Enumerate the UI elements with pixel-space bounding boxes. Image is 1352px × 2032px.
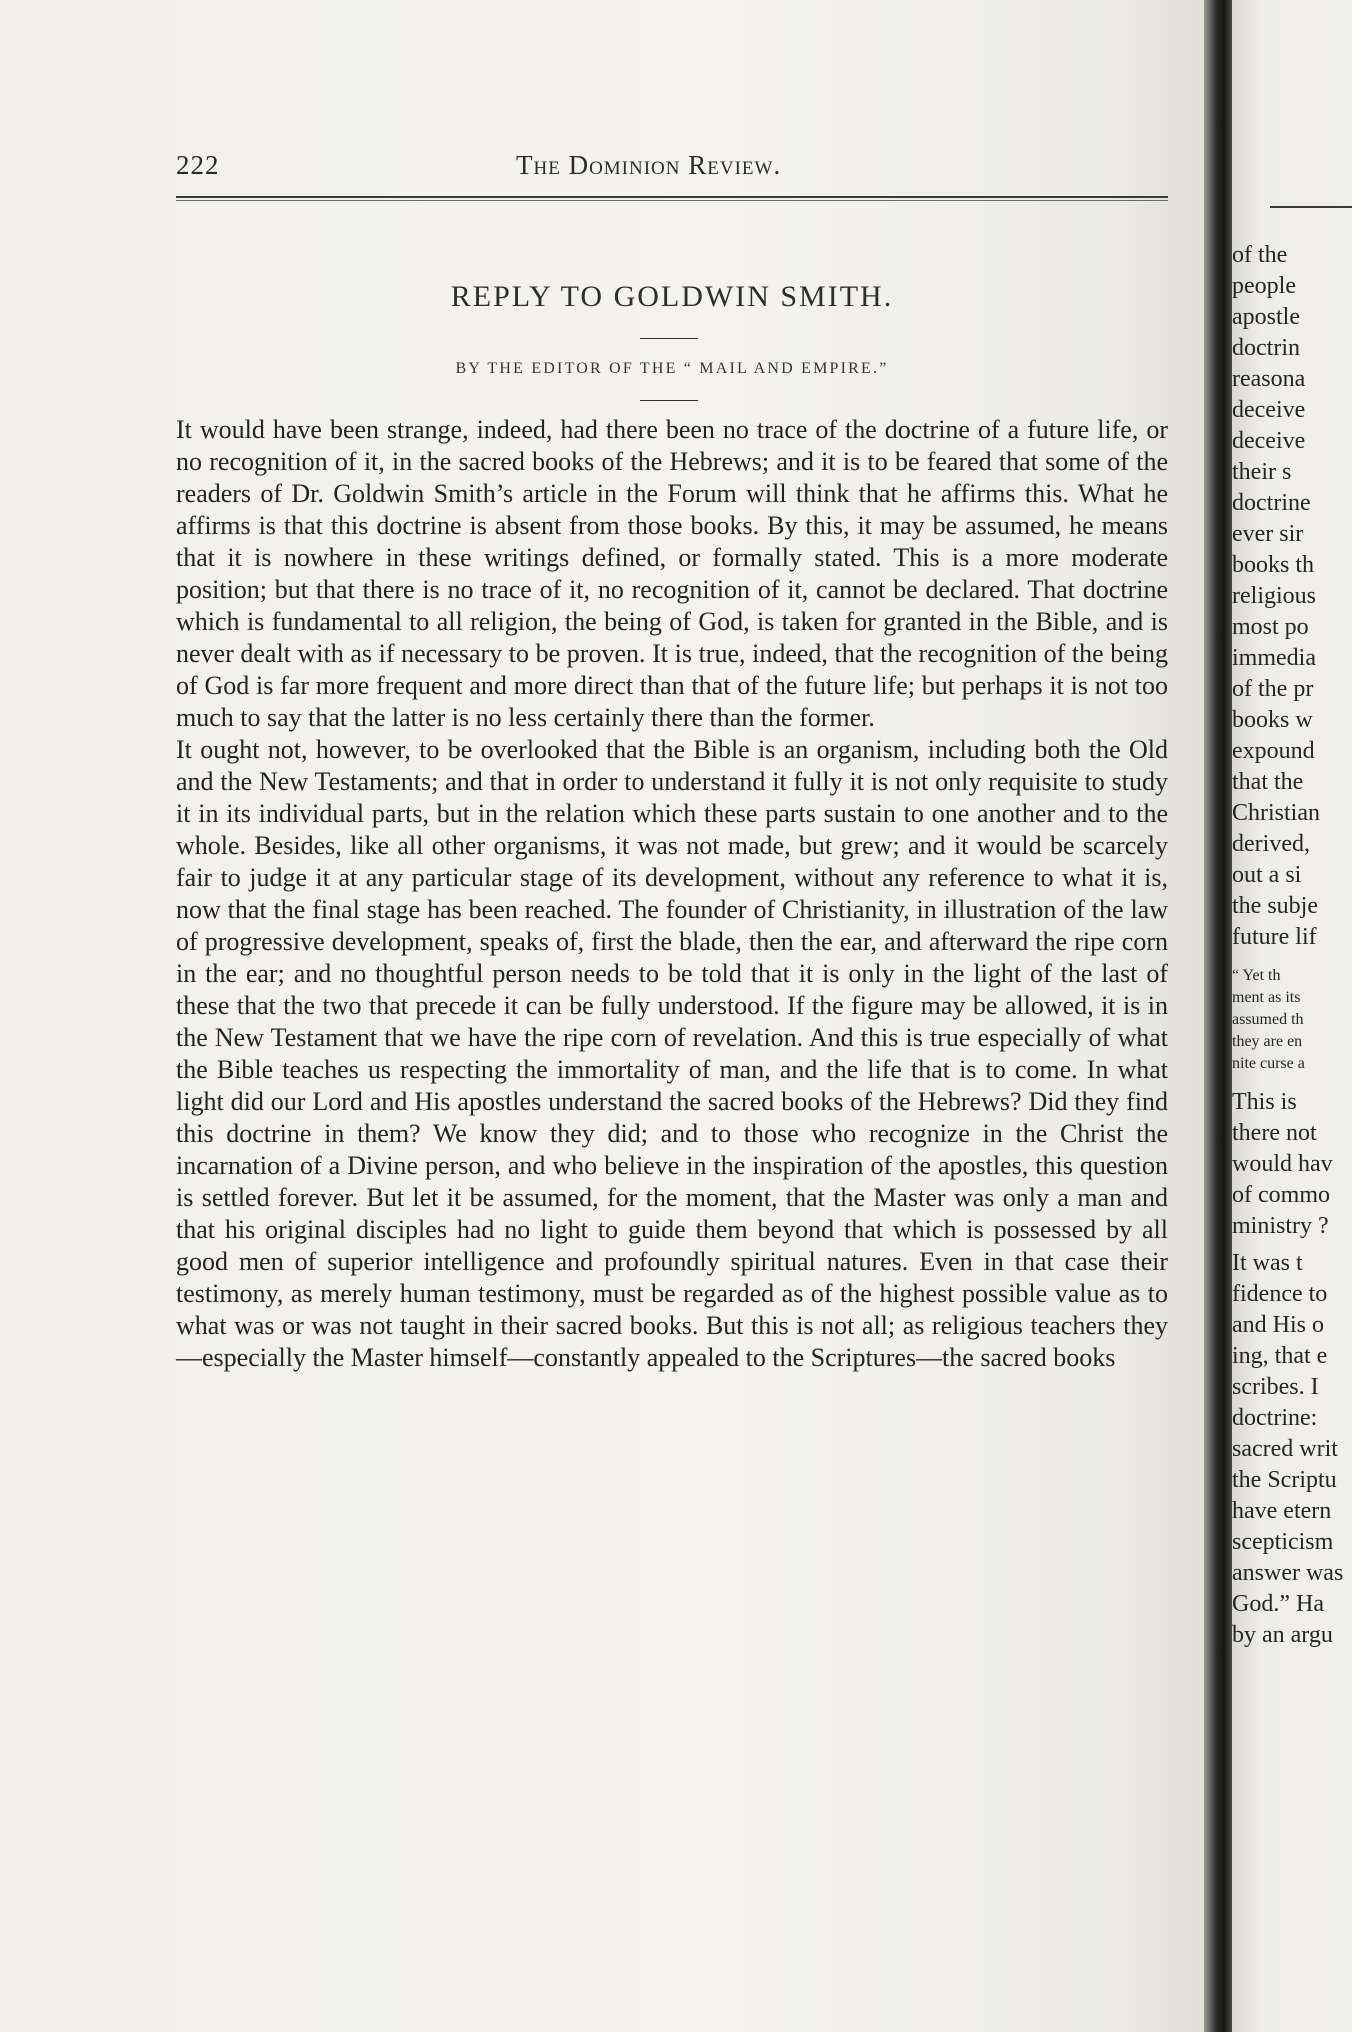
right-page-line: scepticism [1232, 1529, 1334, 1555]
right-page-line: fidence to [1232, 1281, 1328, 1307]
right-page-line: doctrine: [1232, 1405, 1318, 1431]
right-page-line: Christian [1232, 800, 1320, 826]
right-page-line: the Scriptu [1232, 1467, 1337, 1493]
right-page-line: derived, [1232, 831, 1310, 857]
right-page-line: there not [1232, 1120, 1317, 1146]
right-page-line: doctrine [1232, 490, 1311, 516]
right-page-line: ing, that e [1232, 1343, 1328, 1369]
header-rule-thin [176, 200, 1168, 201]
right-page-line: assumed th [1232, 1011, 1304, 1028]
right-page-line: This is [1232, 1089, 1297, 1115]
right-page-line: the subje [1232, 893, 1318, 919]
right-page-line: out a si [1232, 862, 1302, 888]
article-byline: BY THE EDITOR OF THE “ MAIL AND EMPIRE.” [455, 360, 889, 377]
paragraph-1: It would have been strange, indeed, had there been no trace of the doctrine of a future life, or no recognition of it, in the sacred books of the Hebrews; and it is to be feared that some of the readers of Dr. Goldwin Smith’s article in the Forum will think that he affirms this. What he affirms is that this doctrine is absent from those books. By this, it may be assumed, he means that it is nowhere in these writings defined, or formally stated. This is a more moderate position; but that there is no trace of it, no recognition of it, cannot be declared. That doctrine which is fundamental to all religion, the being of God, is taken for granted in the Bible, and is never dealt with as if necessary to be proven. It is true, indeed, that the recognition of the being of God is far more frequent and more direct than that of the future life; but perhaps it is not too much to say that the latter is no less certainly there than the former. [176, 415, 1168, 732]
running-title: The Dominion Review. [516, 150, 782, 180]
right-page-line: nite curse a [1232, 1055, 1305, 1072]
right-page-line: would hav [1232, 1151, 1333, 1177]
right-page-line: and His o [1232, 1312, 1324, 1338]
article-title: REPLY TO GOLDWIN SMITH. [450, 280, 894, 313]
right-page-line: religious [1232, 583, 1316, 609]
right-page-line: books th [1232, 552, 1315, 578]
right-page-line: most po [1232, 614, 1309, 640]
right-page-line: ministry ? [1232, 1213, 1329, 1239]
right-page-line: by an argu [1232, 1622, 1333, 1648]
right-page-line: ment as its [1232, 989, 1301, 1006]
right-page-line: of the [1232, 242, 1288, 268]
right-page-line: of the pr [1232, 676, 1314, 702]
right-page-line: scribes. I [1232, 1374, 1319, 1400]
right-page-line: answer was [1232, 1560, 1344, 1586]
right-page-line: deceive [1232, 428, 1306, 454]
right-page-line: immedia [1232, 645, 1316, 671]
title-divider [640, 338, 698, 339]
right-page-line: “ Yet th [1232, 967, 1281, 984]
running-header [176, 150, 1166, 190]
right-page-line: their s [1232, 459, 1292, 485]
right-page-text [1232, 240, 1352, 1651]
right-page-line: God.” Ha [1232, 1591, 1324, 1617]
byline-divider [640, 400, 698, 401]
right-page-fragment [1232, 0, 1352, 2032]
right-page-line: of commo [1232, 1182, 1330, 1208]
right-page-line: they are en [1232, 1033, 1303, 1050]
right-page-line: sacred writ [1232, 1436, 1338, 1462]
right-page-line: people [1232, 273, 1296, 299]
right-page-line: deceive [1232, 397, 1306, 423]
article-body [176, 414, 1168, 1374]
right-page-line: expound [1232, 738, 1315, 764]
paragraph-2: It ought not, however, to be overlooked that the Bible is an organism, including both the Old and the New Testaments; and that in order to understand it fully it is not only requisite to study it in its individual parts, but in the relation which these parts sustain to one another and to the whole. Besides, like all other organisms, it was not made, but grew; and it would be scarcely fair to judge it at any particular stage of its development, without any reference to what it is, now that the final stage has been reached. The founder of Christianity, in illustration of the law of progressive development, speaks of, first the blade, then the ear, and afterward the ripe corn in the ear; and no thoughtful person needs to be told that it is only in the light of the last of these that the two that precede it can be fully understood. If the figure may be allowed, it is in the New Testament that we have the ripe corn of revelation. And this is true especially of what the Bible teaches us respecting the immortality of man, and the life that is to come. In what light did our Lord and His apostles understand the sacred books of the Hebrews? Did they find this doctrine in them? We know they did; and to those who recognize in the Christ the incarnation of a Divine person, and who believe in the inspiration of the apostles, this question is settled forever. But let it be assumed, for the moment, that the Master was only a man and that his original disciples had no light to guide them beyond that which is possessed by all good men of superior intelligence and profoundly spiritual natures. Even in that case their testimony, as merely human testimony, must be regarded as of the highest possible value as to what was or was not taught in their sacred books. But this is not all; as religious teachers they—especially the Master himself—constantly appealed to the Scriptures—the sacred books [176, 735, 1168, 1372]
right-page-line: ever sir [1232, 521, 1304, 547]
right-header-rule [1270, 206, 1352, 208]
right-page-line: apostle [1232, 304, 1300, 330]
page-number: 222 [176, 150, 220, 180]
book-gutter [1204, 0, 1232, 2032]
right-page-line: have etern [1232, 1498, 1332, 1524]
right-page-line: future lif [1232, 924, 1317, 950]
right-page-line: that the [1232, 769, 1304, 795]
header-rule [176, 196, 1168, 198]
right-page-line: doctrin [1232, 335, 1300, 361]
right-page-line: It was t [1232, 1250, 1303, 1276]
right-page-line: reasona [1232, 366, 1306, 392]
right-page-line: books w [1232, 707, 1313, 733]
